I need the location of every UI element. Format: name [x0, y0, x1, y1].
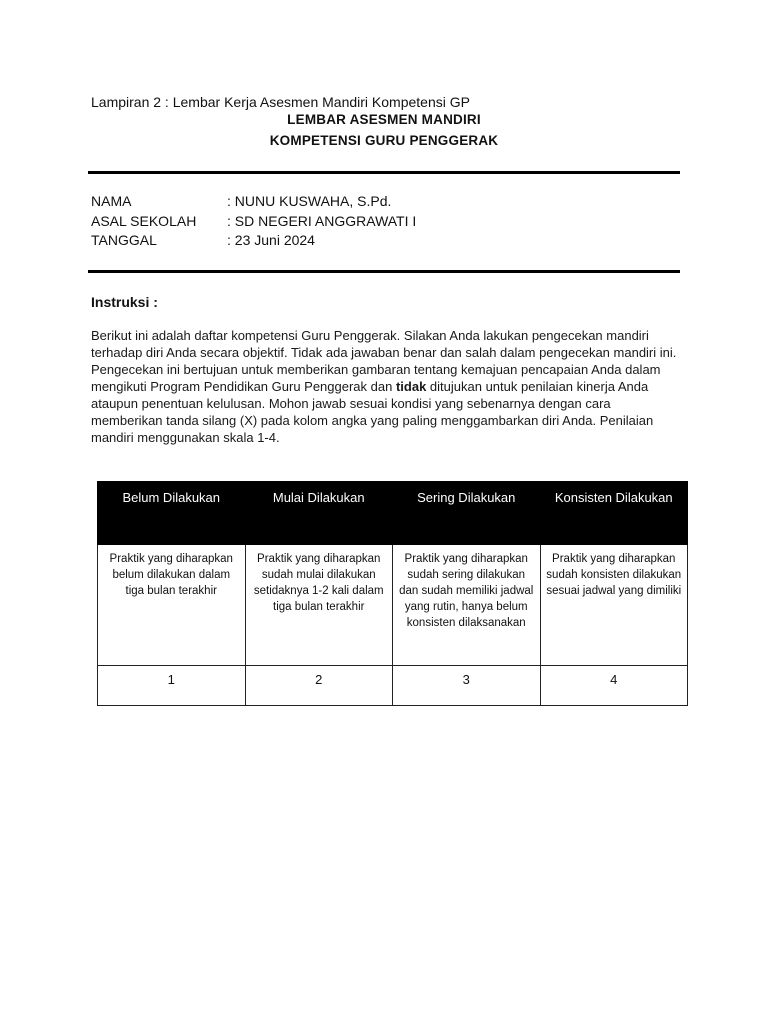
- instructions-text-part2: ditujukan untuk penilaian kinerja Anda ataupun penentuan kelulusan. Mohon jawab sesuai kondisi yang sebenarnya dengan cara memberikan tanda silang (X) pada kolom angka yang paling menggambarkan diri Anda. Penilaian mandiri menggunakan skala 1-4.: [91, 379, 654, 445]
- document-title: LEMBAR ASESMEN MANDIRI: [287, 112, 481, 127]
- scale-score[interactable]: 4: [540, 666, 688, 706]
- scale-description: Praktik yang diharapkan sudah mulai dilakukan setidaknya 1-2 kali dalam tiga bulan terakhir: [245, 545, 393, 666]
- identity-label: ASAL SEKOLAH: [91, 213, 197, 229]
- scale-description: Praktik yang diharapkan sudah sering dilakukan dan sudah memiliki jadwal yang rutin, hanya belum konsisten dilaksanakan: [393, 545, 541, 666]
- rating-scale-table: [97, 481, 688, 706]
- scale-header: Belum Dilakukan: [98, 482, 246, 545]
- instructions-paragraph: [91, 327, 681, 446]
- scale-score[interactable]: 2: [245, 666, 393, 706]
- identity-value: : 23 Juni 2024: [227, 232, 315, 248]
- identity-value: : NUNU KUSWAHA, S.Pd.: [227, 193, 392, 209]
- scale-header-row: [98, 482, 688, 545]
- instructions-bold-word: tidak: [395, 379, 427, 394]
- scale-description: Praktik yang diharapkan belum dilakukan dalam tiga bulan terakhir: [98, 545, 246, 666]
- scale-score[interactable]: 1: [98, 666, 246, 706]
- scale-score-row: [98, 666, 688, 706]
- identity-value: : SD NEGERI ANGGRAWATI I: [227, 213, 417, 229]
- appendix-label: Lampiran 2 : Lembar Kerja Asesmen Mandiri Kompetensi GP: [91, 94, 470, 110]
- scale-header: Sering Dilakukan: [393, 482, 541, 545]
- instructions-heading: Instruksi :: [91, 294, 158, 310]
- scale-score[interactable]: 3: [393, 666, 541, 706]
- scale-header: Mulai Dilakukan: [245, 482, 393, 545]
- identity-label: TANGGAL: [91, 232, 157, 248]
- bottom-divider: [88, 270, 680, 273]
- instructions-text-part1: Berikut ini adalah daftar kompetensi Guru Penggerak. Silakan Anda lakukan pengecekan mandiri terhadap diri Anda secara objektif. Tidak ada jawaban benar dan salah dalam pengecekan mandiri ini. Pengecekan ini bertujuan untuk memberikan gambaran tentang kemajuan pencapaian Anda dalam mengikuti Program Pendidikan Guru Penggerak dan: [91, 328, 677, 394]
- scale-header: Konsisten Dilakukan: [540, 482, 688, 545]
- identity-label: NAMA: [91, 193, 132, 209]
- document-subtitle: KOMPETENSI GURU PENGGERAK: [269, 133, 499, 148]
- scale-description: Praktik yang diharapkan sudah konsisten dilakukan sesuai jadwal yang dimiliki: [540, 545, 688, 666]
- top-divider: [88, 171, 680, 174]
- scale-description-row: [98, 545, 688, 666]
